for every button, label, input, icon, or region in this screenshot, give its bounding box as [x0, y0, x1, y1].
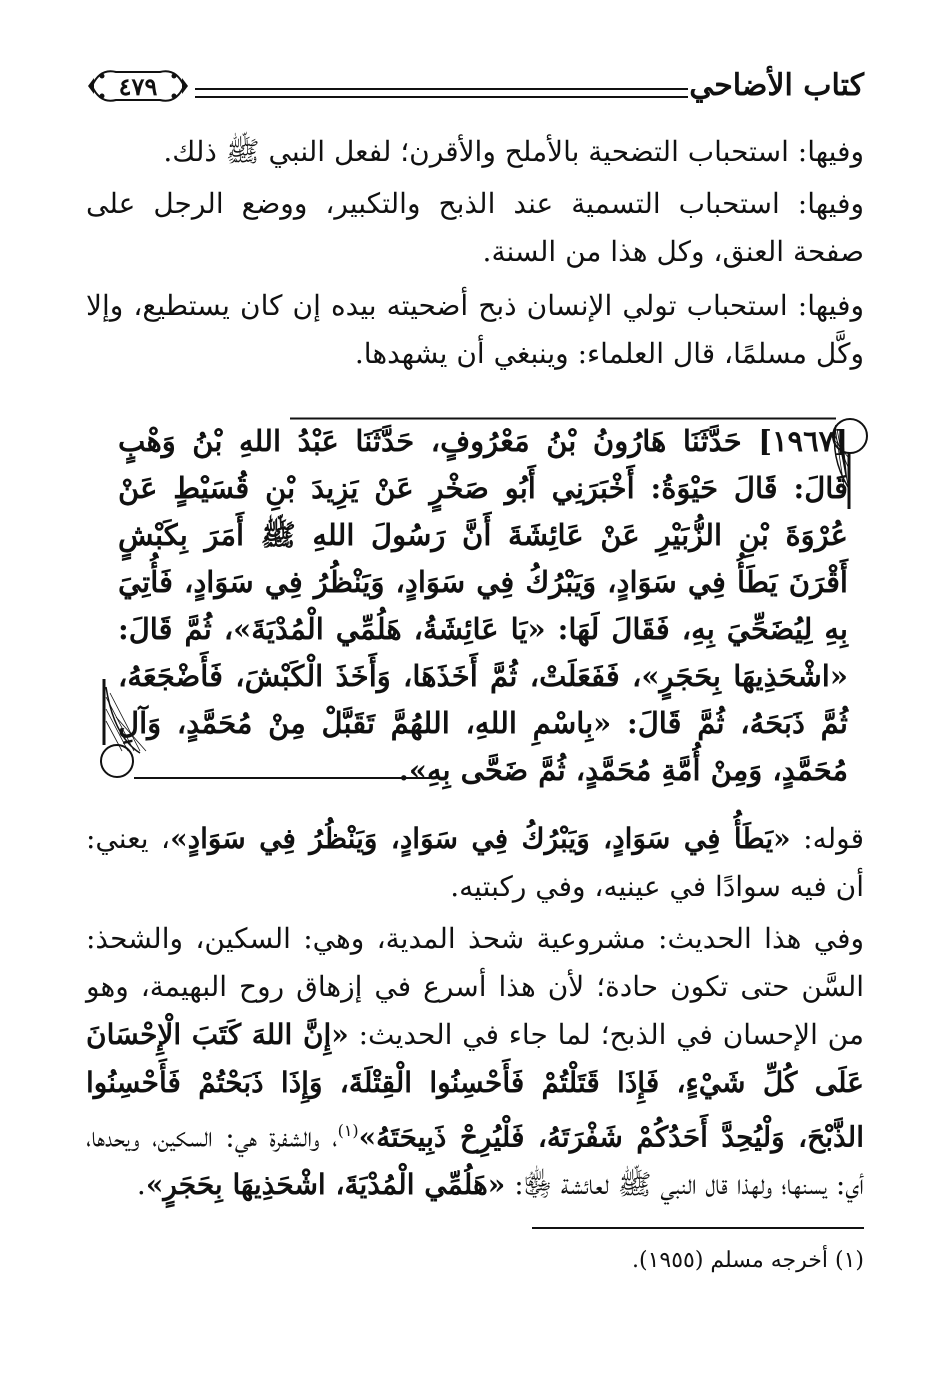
hadith-text: [١٩٦٧] حَدَّثَنَا هَارُونُ بْنُ مَعْرُوفٍ، حَدَّثَنَا عَبْدُ اللهِ بْنُ وَهْبٍ قَالَ: قَالَ حَيْوَةُ: أَخْبَرَنِي أَبُو صَخْرٍ عَنْ يَزِيدَ بْنِ قُسَيْطٍ عَنْ عُرْوَةَ بْنِ الزُّبَيْرِ عَنْ عَائِشَةَ أَنَّ رَسُولَ اللهِ ﷺ أَمَرَ بِكَبْشٍ أَقْرَنَ يَطَأُ فِي سَوَادٍ، وَيَبْرُكُ فِي سَوَادٍ، وَيَنْظُرُ فِي سَوَادٍ، فَأُتِيَ بِهِ لِيُضَحِّيَ بِهِ، فَقَالَ لَهَا: «يَا عَائِشَةُ، هَلُمِّي الْمُدْيَةَ»، ثُمَّ قَالَ: «اشْحَذِيهَا بِحَجَرٍ»، فَفَعَلَتْ، ثُمَّ أَخَذَهَا، وَأَخَذَ الْكَبْشَ، فَأَضْجَعَهُ، ثُمَّ ذَبَحَهُ، ثُمَّ قَالَ: «بِاسْمِ اللهِ، اللهُمَّ تَقَبَّلْ مِنْ مُحَمَّدٍ، وَآلِ مُحَمَّدٍ، وَمِنْ أُمَّةِ مُحَمَّدٍ، ثُمَّ ضَحَّى بِهِ».	[118, 424, 848, 787]
footnote: (١) أخرجه مسلم (١٩٥٥).	[632, 1248, 864, 1273]
paragraph-4-quote: «يَطَأُ فِي سَوَادٍ، وَيَبْرُكُ فِي سَوَادٍ، وَيَنْظُرُ فِي سَوَادٍ»	[170, 822, 791, 855]
footnote-rule	[532, 1227, 864, 1229]
paragraph-4-prefix: قوله:	[790, 822, 864, 855]
paragraph-5-quote-2: «هَلُمِّي الْمُدْيَةَ، اشْحَذِيهَا بِحَجَرٍ»	[145, 1168, 506, 1202]
chapter-title: كتاب الأضاحي	[689, 68, 864, 103]
paragraph-5-quote: «إِنَّ اللهَ كَتَبَ الْإِحْسَانَ عَلَى كُلِّ شَيْءٍ، فَإِذَا قَتَلْتُمْ فَأَحْسِنُوا الْقِتْلَةَ، وَإِذَا ذَبَحْتُمْ فَأَحْسِنُوا الذَّبْحَ، وَلْيُحِدَّ أَحَدُكُمْ شَفْرَتَهُ، فَلْيُرِحْ ذَبِيحَتَهُ»	[86, 1018, 864, 1154]
footnote-ref[interactable]: (١)	[337, 1121, 359, 1140]
paragraph-3: وفيها: استحباب تولي الإنسان ذبح أضحيته بيده إن كان يستطيع، وإلا وكَّل مسلمًا، قال العلماء: وينبغي أن يشهدها.	[86, 289, 864, 370]
paragraph-5-intro: وفي هذا الحديث: مشروعية شحذ المدية، وهي: السكين، والشحذ: السَّن حتى تكون حادة؛ لأن هذا أسرع في إزهاق روح البهيمة، وهو من الإحسان في الذبح؛ لما جاء في الحديث:	[86, 922, 864, 1051]
paragraph-4	[86, 815, 864, 911]
paragraph-4-suffix: ، يعني: أن فيه سوادًا في عينيه، وفي ركبتيه.	[86, 822, 864, 903]
paragraph-5-mid: ، والشفرة هي: السكين، ويحدها، أي: يسنها؛ ولهذا قال النبي ﷺ لعائشة ﵂:	[86, 1120, 864, 1202]
header-rule	[195, 88, 688, 98]
paragraph-5-end: .	[136, 1168, 146, 1202]
paragraph-2: وفيها: استحباب التسمية عند الذبح والتكبير، ووضع الرجل على صفحة العنق، وكل هذا من السنة.	[86, 187, 864, 268]
paragraph-1: وفيها: استحباب التضحية بالأملح والأقرن؛ لفعل النبي ﷺ ذلك.	[163, 135, 864, 168]
page-number: ٤٧٩	[118, 71, 158, 101]
paragraph-5	[86, 915, 864, 1209]
